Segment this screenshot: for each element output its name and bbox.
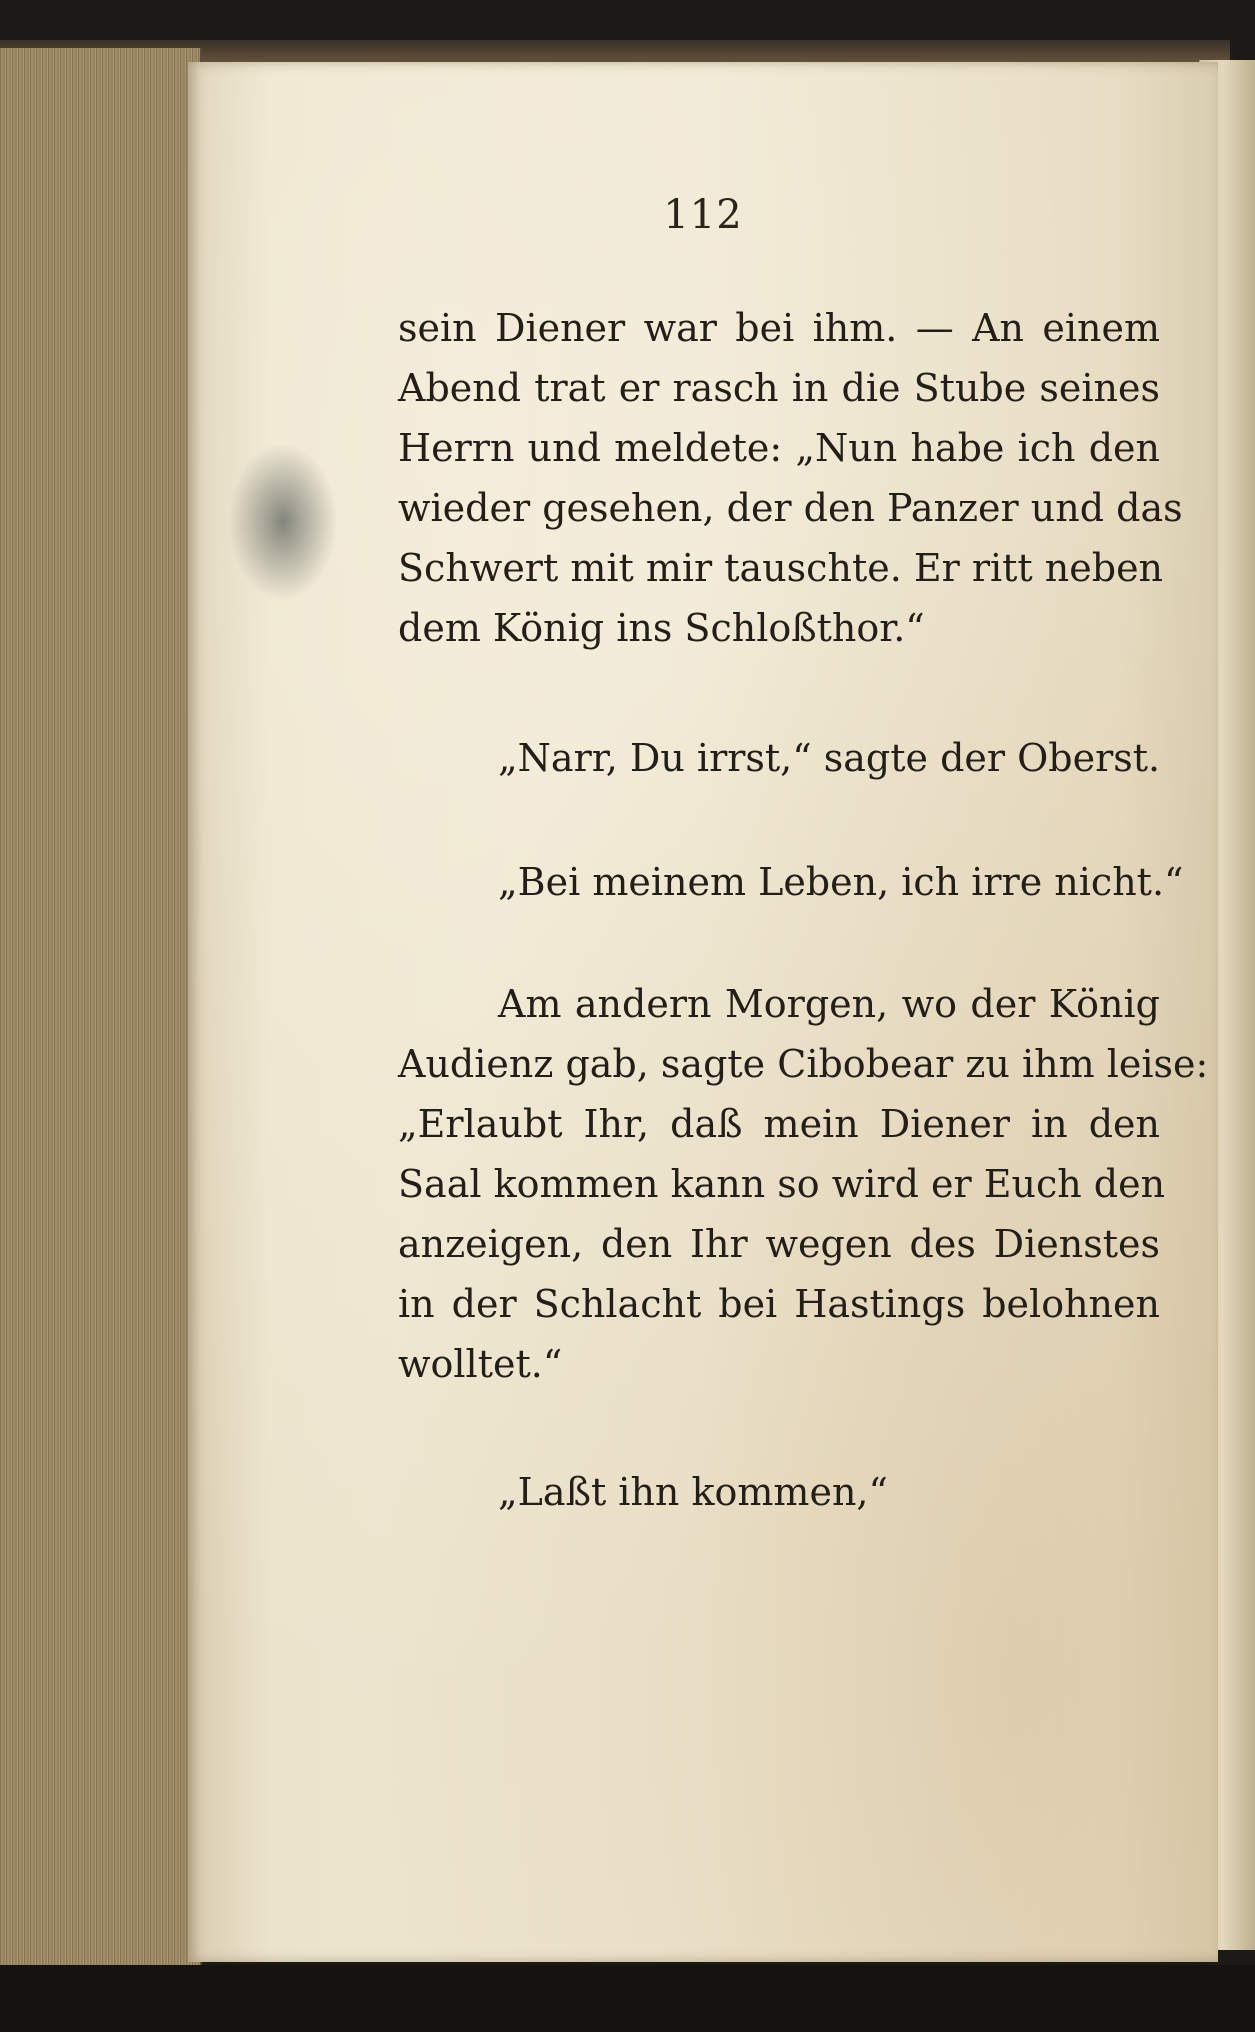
text-line: Herrn und meldete: „Nun habe ich den <box>398 426 1160 470</box>
text-line: „Laßt ihn kommen,“ <box>498 1470 888 1514</box>
text-line: in der Schlacht bei Hastings belohnen <box>398 1282 1160 1326</box>
text-line: Schwert mit mir tauschte. Er ritt neben <box>398 546 1164 590</box>
background-bottom <box>0 1965 1255 2032</box>
text-line: dem König ins Schloßthor.“ <box>398 606 925 650</box>
page-edges-left <box>0 48 202 1973</box>
text-line: „Narr, Du irrst,“ sagte der Oberst. <box>498 736 1161 780</box>
text-line: anzeigen, den Ihr wegen des Dienstes <box>398 1222 1160 1266</box>
text-line: „Bei meinem Leben, ich irre nicht.“ <box>498 860 1184 904</box>
text-line: sein Diener war bei ihm. — An einem <box>398 306 1160 350</box>
text-line: Am andern Morgen, wo der König <box>498 982 1160 1026</box>
text-line: wieder gesehen, der den Panzer und das <box>398 486 1183 530</box>
text-line: „Erlaubt Ihr, daß mein Diener in den <box>398 1102 1160 1146</box>
text-line: Saal kommen kann so wird er Euch den <box>398 1162 1166 1206</box>
text-line: Audienz gab, sagte Cibobear zu ihm leise: <box>398 1042 1209 1086</box>
text-line: Abend trat er rasch in die Stube seines <box>398 366 1160 410</box>
book-page <box>188 62 1218 1962</box>
text-line: wolltet.“ <box>398 1342 563 1386</box>
page-number: 112 <box>663 192 743 238</box>
page-stain <box>228 442 338 602</box>
